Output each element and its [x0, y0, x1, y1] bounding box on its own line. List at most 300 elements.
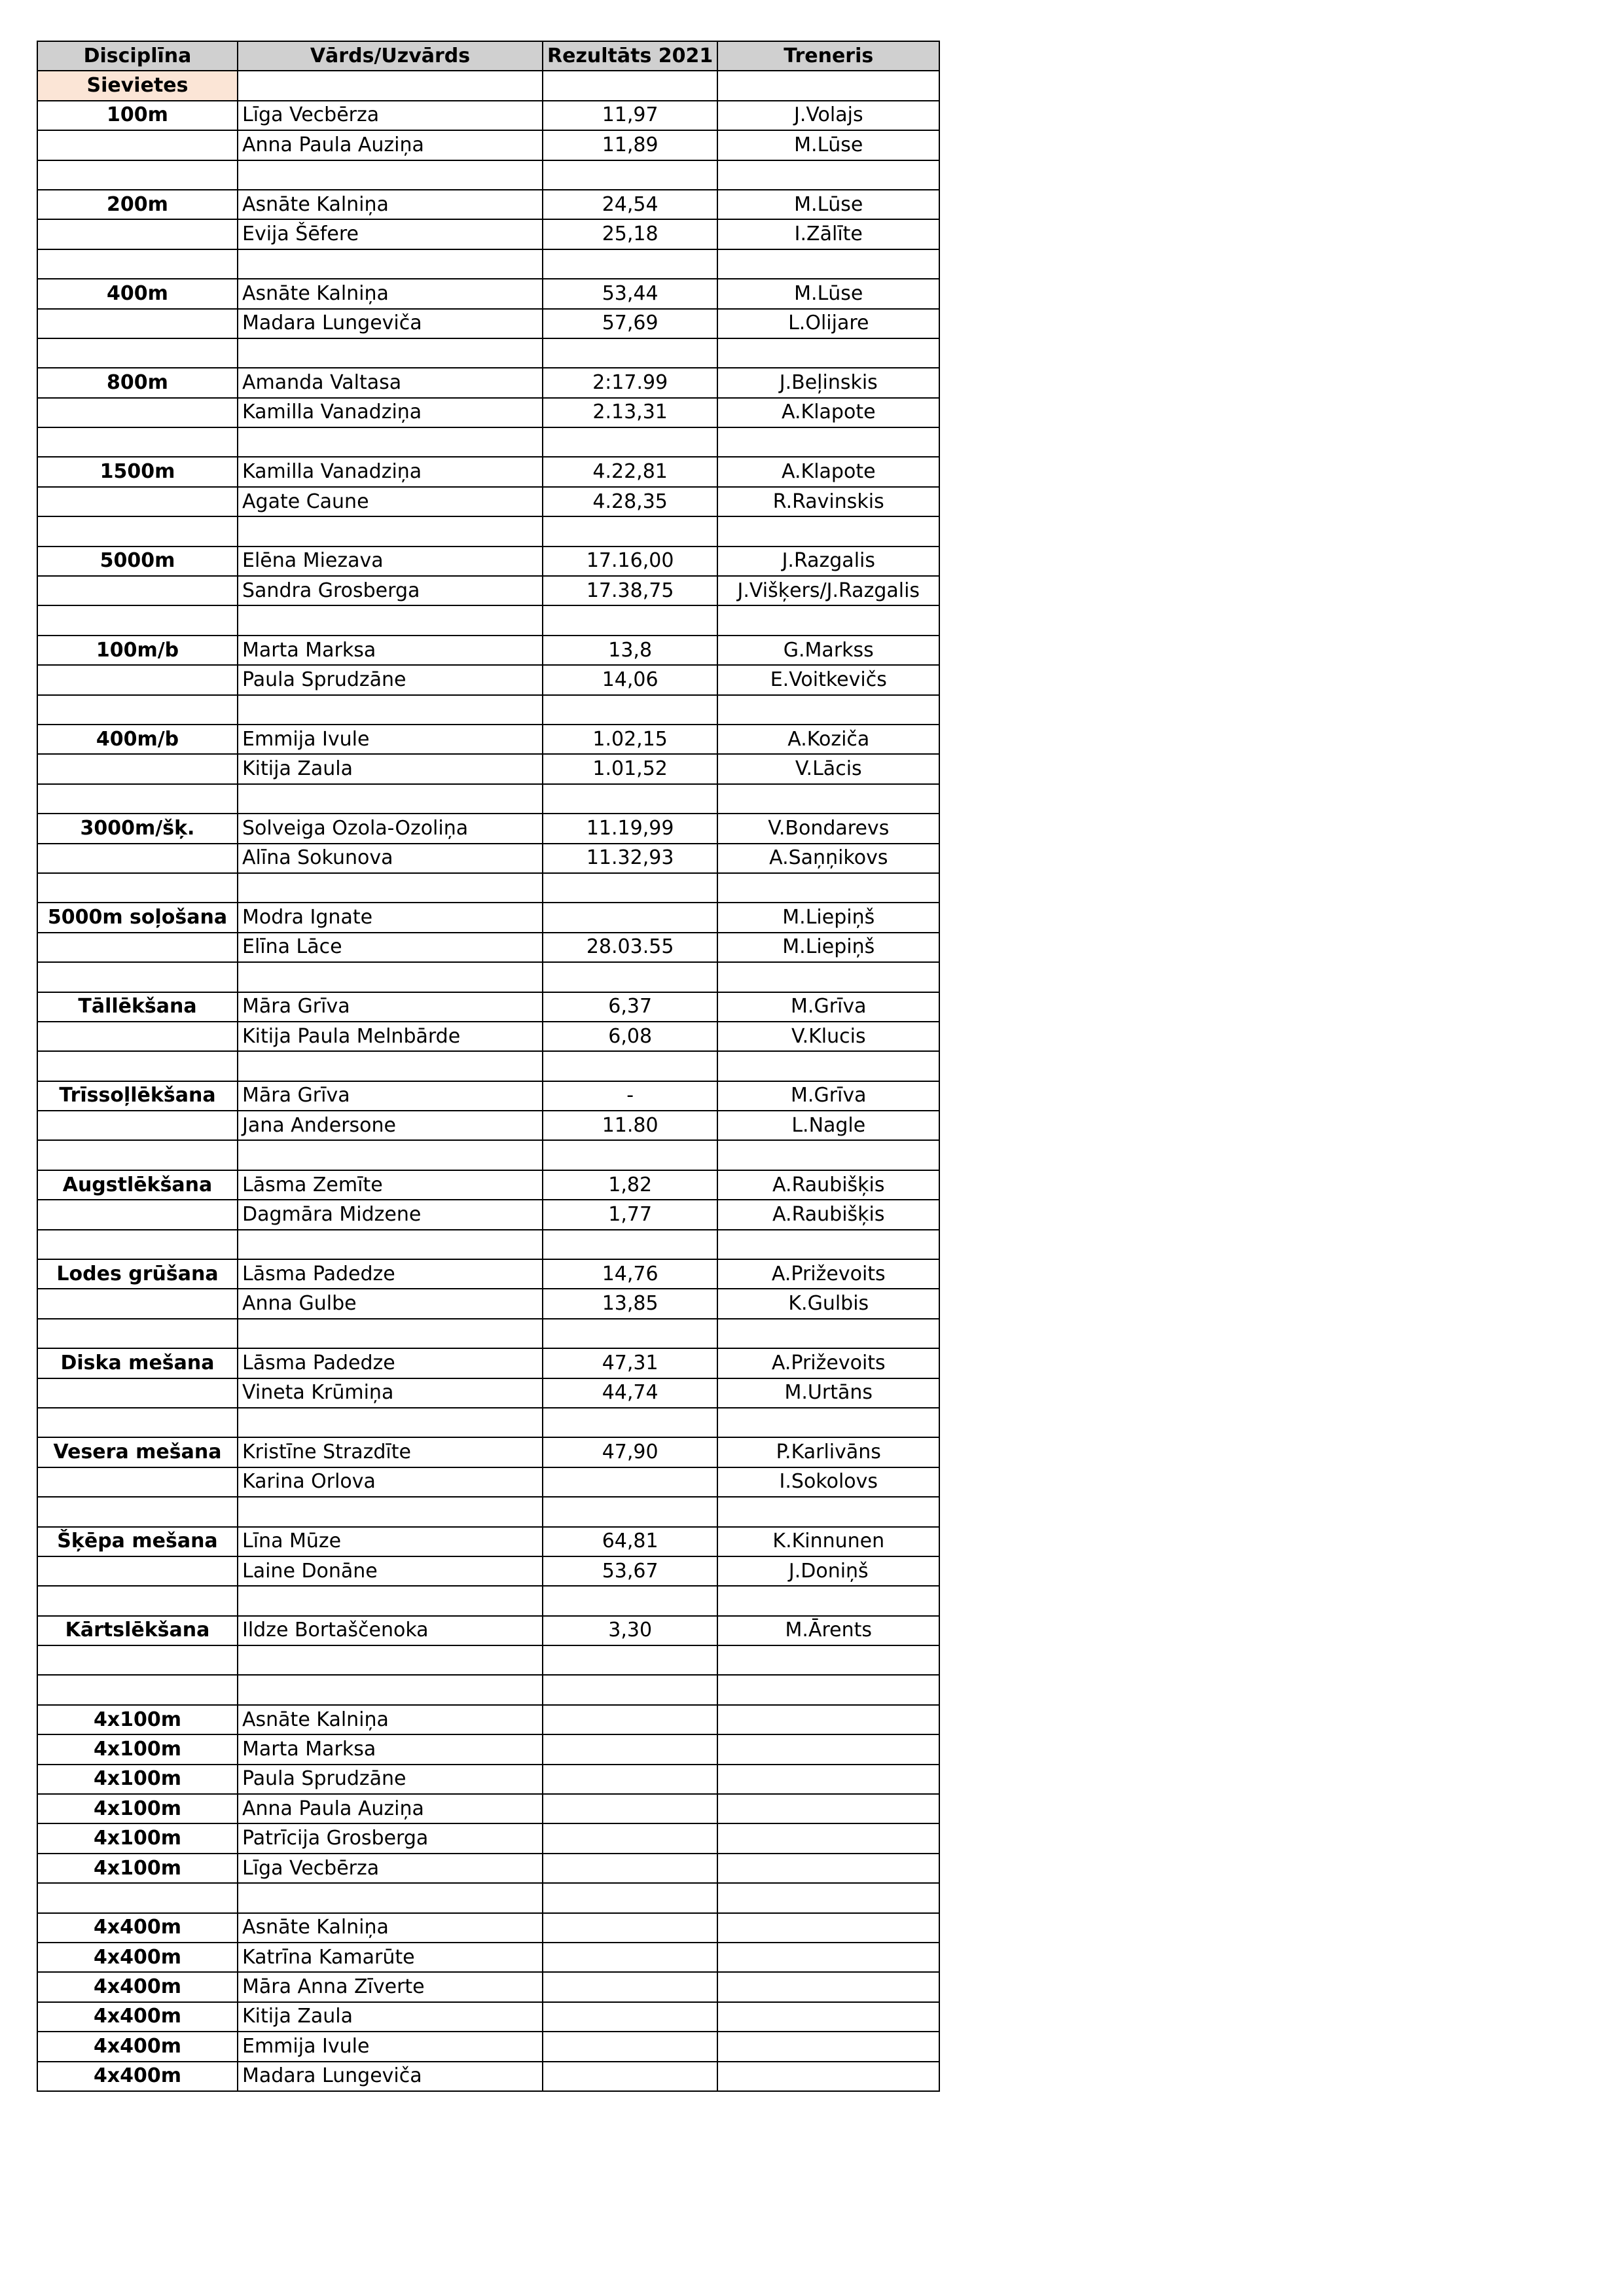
coach-cell: M.Lūse [717, 279, 939, 308]
discipline-cell: 200m [37, 190, 238, 219]
table-row [37, 784, 939, 814]
result-cell: 53,44 [543, 279, 717, 308]
athlete-name-cell [238, 1645, 543, 1675]
table-row [37, 1883, 939, 1912]
result-cell [543, 249, 717, 279]
result-cell: 28.03.55 [543, 933, 717, 962]
discipline-cell [37, 784, 238, 814]
coach-cell [717, 1140, 939, 1170]
table-row [37, 1348, 939, 1378]
table-row [37, 130, 939, 160]
result-cell: 47,90 [543, 1437, 717, 1467]
athlete-name-cell: Marta Marksa [238, 1734, 543, 1764]
athlete-name-cell: Asnāte Kalniņa [238, 1913, 543, 1943]
coach-cell: M.Lūse [717, 190, 939, 219]
coach-cell: V.Lācis [717, 754, 939, 783]
table-row [37, 1645, 939, 1675]
section-label: Sievietes [37, 71, 238, 100]
discipline-cell [37, 309, 238, 338]
athlete-name-cell [238, 1675, 543, 1704]
athlete-name-cell: Dagmāra Midzene [238, 1200, 543, 1229]
result-cell [543, 1765, 717, 1794]
athlete-name-cell: Elīna Lāce [238, 933, 543, 962]
discipline-cell [37, 1675, 238, 1704]
table-row [37, 1527, 939, 1556]
table-row [37, 1111, 939, 1140]
athlete-name-cell [238, 1319, 543, 1348]
discipline-cell: 800m [37, 368, 238, 397]
discipline-cell [37, 695, 238, 725]
discipline-cell: Vesera mešana [37, 1437, 238, 1467]
table-row [37, 1765, 939, 1794]
coach-cell [717, 1645, 939, 1675]
table-row [37, 903, 939, 932]
coach-cell [717, 695, 939, 725]
discipline-cell: 4x100m [37, 1734, 238, 1764]
result-cell [543, 605, 717, 635]
table-row [37, 844, 939, 873]
discipline-cell [37, 427, 238, 457]
athlete-name-cell: Kamilla Vanadziņa [238, 457, 543, 486]
coach-cell: L.Nagle [717, 1111, 939, 1140]
athlete-name-cell: Kamilla Vanadziņa [238, 398, 543, 427]
table-row [37, 1705, 939, 1734]
result-cell [543, 338, 717, 368]
result-cell [543, 1734, 717, 1764]
result-cell: 2.13,31 [543, 398, 717, 427]
table-row [37, 1051, 939, 1081]
table-row [37, 992, 939, 1022]
result-cell: 3,30 [543, 1616, 717, 1645]
coach-cell [717, 1913, 939, 1943]
coach-cell [717, 784, 939, 814]
result-cell [543, 1972, 717, 2001]
coach-cell: J.Višķers/J.Razgalis [717, 576, 939, 605]
athlete-name-cell [238, 1497, 543, 1526]
result-cell [543, 2062, 717, 2091]
table-row [37, 2032, 939, 2061]
athlete-name-cell: Karina Orlova [238, 1467, 543, 1497]
coach-cell: A.Priževoits [717, 1348, 939, 1378]
athlete-name-cell [238, 516, 543, 546]
athlete-name-cell: Lāsma Padedze [238, 1348, 543, 1378]
athlete-name-cell [238, 784, 543, 814]
discipline-cell [37, 249, 238, 279]
coach-cell [717, 2062, 939, 2091]
coach-cell [717, 338, 939, 368]
athlete-name-cell: Alīna Sokunova [238, 844, 543, 873]
athlete-name-cell: Elēna Miezava [238, 547, 543, 576]
result-cell: 17.38,75 [543, 576, 717, 605]
athlete-name-cell: Sandra Grosberga [238, 576, 543, 605]
result-cell: 1.02,15 [543, 725, 717, 754]
result-cell: 44,74 [543, 1378, 717, 1408]
result-cell: 13,8 [543, 636, 717, 665]
discipline-cell [37, 1586, 238, 1615]
athlete-name-cell: Kitija Zaula [238, 754, 543, 783]
discipline-cell: Augstlēkšana [37, 1170, 238, 1200]
result-cell [543, 1943, 717, 1972]
athlete-name-cell: Līna Mūze [238, 1527, 543, 1556]
header-name: Vārds/Uzvārds [238, 41, 543, 71]
result-cell: 11.80 [543, 1111, 717, 1140]
table-row [37, 933, 939, 962]
discipline-cell: Kārtslēkšana [37, 1616, 238, 1645]
discipline-cell: 100m [37, 101, 238, 130]
discipline-cell [37, 576, 238, 605]
discipline-cell [37, 1200, 238, 1229]
athlete-name-cell [238, 338, 543, 368]
result-cell [543, 873, 717, 903]
athlete-name-cell: Ildze Bortaščenoka [238, 1616, 543, 1645]
discipline-cell: 4x400m [37, 1972, 238, 2001]
result-cell [543, 1319, 717, 1348]
discipline-cell: 4x400m [37, 1913, 238, 1943]
athlete-name-cell: Madara Lungeviča [238, 309, 543, 338]
table-row [37, 101, 939, 130]
coach-cell [717, 1972, 939, 2001]
coach-cell: R.Ravinskis [717, 487, 939, 516]
empty-cell [717, 71, 939, 100]
result-cell: 17.16,00 [543, 547, 717, 576]
results-table [37, 41, 940, 2092]
coach-cell: G.Markss [717, 636, 939, 665]
athlete-name-cell [238, 873, 543, 903]
coach-cell [717, 1319, 939, 1348]
header-result: Rezultāts 2021 [543, 41, 717, 71]
discipline-cell: 4x100m [37, 1854, 238, 1883]
result-cell [543, 2032, 717, 2061]
table-row [37, 279, 939, 308]
result-cell: 6,37 [543, 992, 717, 1022]
coach-cell: M.Grīva [717, 992, 939, 1022]
discipline-cell [37, 1289, 238, 1318]
result-cell [543, 1705, 717, 1734]
result-cell [543, 1794, 717, 1823]
discipline-cell [37, 933, 238, 962]
athlete-name-cell [238, 1408, 543, 1437]
table-row [37, 636, 939, 665]
athlete-name-cell [238, 427, 543, 457]
result-cell [543, 1883, 717, 1912]
athlete-name-cell: Kitija Paula Melnbārde [238, 1022, 543, 1051]
result-cell: 6,08 [543, 1022, 717, 1051]
discipline-cell: 100m/b [37, 636, 238, 665]
athlete-name-cell: Agate Caune [238, 487, 543, 516]
athlete-name-cell [238, 1140, 543, 1170]
athlete-name-cell: Kitija Zaula [238, 2002, 543, 2032]
discipline-cell [37, 1467, 238, 1497]
discipline-cell: Šķēpa mešana [37, 1527, 238, 1556]
result-cell: 64,81 [543, 1527, 717, 1556]
discipline-cell: 400m/b [37, 725, 238, 754]
discipline-cell [37, 487, 238, 516]
table-row [37, 1854, 939, 1883]
table-row [37, 1943, 939, 1972]
coach-cell: V.Klucis [717, 1022, 939, 1051]
discipline-cell [37, 665, 238, 694]
coach-cell: M.Liepiņš [717, 933, 939, 962]
discipline-cell [37, 130, 238, 160]
section-row [37, 71, 939, 100]
athlete-name-cell: Emmija Ivule [238, 725, 543, 754]
discipline-cell [37, 219, 238, 249]
discipline-cell: 3000m/šķ. [37, 814, 238, 843]
header-discipline: Disciplīna [37, 41, 238, 71]
coach-cell [717, 2002, 939, 2032]
coach-cell: I.Zālīte [717, 219, 939, 249]
coach-cell: V.Bondarevs [717, 814, 939, 843]
table-row [37, 1170, 939, 1200]
table-row [37, 1289, 939, 1318]
discipline-cell [37, 1230, 238, 1259]
athlete-name-cell: Laine Donāne [238, 1556, 543, 1586]
result-cell [543, 1675, 717, 1704]
athlete-name-cell: Marta Marksa [238, 636, 543, 665]
result-cell [543, 1586, 717, 1615]
table-row [37, 576, 939, 605]
coach-cell: A.Saņņikovs [717, 844, 939, 873]
coach-cell: E.Voitkevičs [717, 665, 939, 694]
athlete-name-cell [238, 1883, 543, 1912]
coach-cell [717, 1854, 939, 1883]
result-cell [543, 516, 717, 546]
coach-cell [717, 427, 939, 457]
coach-cell [717, 1408, 939, 1437]
discipline-cell: Diska mešana [37, 1348, 238, 1378]
athlete-name-cell: Solveiga Ozola-Ozoliņa [238, 814, 543, 843]
athlete-name-cell: Anna Paula Auziņa [238, 1794, 543, 1823]
athlete-name-cell [238, 605, 543, 635]
result-cell: 25,18 [543, 219, 717, 249]
coach-cell [717, 1705, 939, 1734]
table-row [37, 1616, 939, 1645]
table-row [37, 2002, 939, 2032]
table-row [37, 219, 939, 249]
result-cell: 11,97 [543, 101, 717, 130]
athlete-name-cell: Līga Vecbērza [238, 1854, 543, 1883]
coach-cell: P.Karlivāns [717, 1437, 939, 1467]
table-row [37, 309, 939, 338]
table-row [37, 725, 939, 754]
table-row [37, 1913, 939, 1943]
athlete-name-cell: Patrīcija Grosberga [238, 1823, 543, 1853]
athlete-name-cell: Paula Sprudzāne [238, 665, 543, 694]
coach-cell [717, 1765, 939, 1794]
coach-cell [717, 1823, 939, 1853]
discipline-cell [37, 1140, 238, 1170]
result-cell [543, 1854, 717, 1883]
athlete-name-cell: Jana Andersone [238, 1111, 543, 1140]
coach-cell [717, 249, 939, 279]
table-row [37, 1378, 939, 1408]
athlete-name-cell: Asnāte Kalniņa [238, 279, 543, 308]
discipline-cell [37, 516, 238, 546]
discipline-cell: 4x100m [37, 1794, 238, 1823]
result-cell [543, 1467, 717, 1497]
discipline-cell: 4x400m [37, 2002, 238, 2032]
result-cell [543, 2002, 717, 2032]
discipline-cell [37, 1408, 238, 1437]
table-row [37, 754, 939, 783]
discipline-cell: Tāllēkšana [37, 992, 238, 1022]
athlete-name-cell [238, 962, 543, 992]
table-row [37, 160, 939, 190]
result-cell [543, 962, 717, 992]
coach-cell [717, 1230, 939, 1259]
athlete-name-cell: Asnāte Kalniņa [238, 190, 543, 219]
table-row [37, 1556, 939, 1586]
result-cell: 1,77 [543, 1200, 717, 1229]
discipline-cell [37, 1556, 238, 1586]
result-cell: - [543, 1081, 717, 1111]
table-row [37, 1734, 939, 1764]
discipline-cell [37, 1378, 238, 1408]
discipline-cell [37, 754, 238, 783]
table-row [37, 814, 939, 843]
athlete-name-cell: Paula Sprudzāne [238, 1765, 543, 1794]
coach-cell [717, 1497, 939, 1526]
table-row [37, 249, 939, 279]
discipline-cell: 4x400m [37, 2062, 238, 2091]
result-cell: 57,69 [543, 309, 717, 338]
athlete-name-cell: Modra Ignate [238, 903, 543, 932]
discipline-cell [37, 160, 238, 190]
result-cell: 53,67 [543, 1556, 717, 1586]
result-cell: 2:17.99 [543, 368, 717, 397]
coach-cell: A.Priževoits [717, 1259, 939, 1289]
table-row [37, 1437, 939, 1467]
coach-cell: J.Volajs [717, 101, 939, 130]
empty-cell [238, 71, 543, 100]
discipline-cell: 4x400m [37, 1943, 238, 1972]
coach-cell: K.Kinnunen [717, 1527, 939, 1556]
athlete-name-cell: Anna Gulbe [238, 1289, 543, 1318]
table-row [37, 190, 939, 219]
table-row [37, 873, 939, 903]
athlete-name-cell [238, 695, 543, 725]
table-row [37, 962, 939, 992]
coach-cell: J.Beļinskis [717, 368, 939, 397]
table-row [37, 487, 939, 516]
coach-cell: A.Raubišķis [717, 1170, 939, 1200]
discipline-cell: 5000m [37, 547, 238, 576]
athlete-name-cell [238, 1586, 543, 1615]
result-cell: 4.22,81 [543, 457, 717, 486]
table-row [37, 427, 939, 457]
result-cell: 14,76 [543, 1259, 717, 1289]
coach-cell: K.Gulbis [717, 1289, 939, 1318]
header-row [37, 41, 939, 71]
result-cell: 47,31 [543, 1348, 717, 1378]
coach-cell [717, 1051, 939, 1081]
athlete-name-cell: Evija Šēfere [238, 219, 543, 249]
coach-cell [717, 873, 939, 903]
athlete-name-cell: Emmija Ivule [238, 2032, 543, 2061]
discipline-cell: 5000m soļošana [37, 903, 238, 932]
discipline-cell [37, 873, 238, 903]
discipline-cell [37, 605, 238, 635]
result-cell: 1.01,52 [543, 754, 717, 783]
athlete-name-cell: Māra Anna Zīverte [238, 1972, 543, 2001]
table-row [37, 1586, 939, 1615]
table-row [37, 1140, 939, 1170]
result-cell [543, 1913, 717, 1943]
result-cell [543, 1230, 717, 1259]
table-row [37, 368, 939, 397]
coach-cell: J.Doniņš [717, 1556, 939, 1586]
discipline-cell [37, 1497, 238, 1526]
table-row [37, 516, 939, 546]
athlete-name-cell [238, 1051, 543, 1081]
result-cell [543, 1497, 717, 1526]
table-row [37, 695, 939, 725]
table-row [37, 605, 939, 635]
table-row [37, 398, 939, 427]
result-cell: 11.32,93 [543, 844, 717, 873]
athlete-name-cell: Līga Vecbērza [238, 101, 543, 130]
athlete-name-cell [238, 1230, 543, 1259]
discipline-cell [37, 962, 238, 992]
discipline-cell [37, 844, 238, 873]
athlete-name-cell: Asnāte Kalniņa [238, 1705, 543, 1734]
table-row [37, 1230, 939, 1259]
coach-cell: L.Olijare [717, 309, 939, 338]
athlete-name-cell: Kristīne Strazdīte [238, 1437, 543, 1467]
result-cell: 14,06 [543, 665, 717, 694]
coach-cell [717, 516, 939, 546]
coach-cell [717, 1675, 939, 1704]
table-row [37, 547, 939, 576]
result-cell [543, 1408, 717, 1437]
coach-cell: A.Koziča [717, 725, 939, 754]
discipline-cell [37, 1645, 238, 1675]
result-cell: 1,82 [543, 1170, 717, 1200]
table-row [37, 457, 939, 486]
discipline-cell [37, 1022, 238, 1051]
discipline-cell [37, 338, 238, 368]
discipline-cell: 4x100m [37, 1705, 238, 1734]
result-cell [543, 695, 717, 725]
table-row [37, 1972, 939, 2001]
table-row [37, 665, 939, 694]
empty-cell [543, 71, 717, 100]
result-cell [543, 1823, 717, 1853]
coach-cell [717, 2032, 939, 2061]
discipline-cell: Lodes grūšana [37, 1259, 238, 1289]
athlete-name-cell: Katrīna Kamarūte [238, 1943, 543, 1972]
coach-cell [717, 1943, 939, 1972]
discipline-cell [37, 1883, 238, 1912]
result-cell: 13,85 [543, 1289, 717, 1318]
athlete-name-cell: Madara Lungeviča [238, 2062, 543, 2091]
discipline-cell [37, 1051, 238, 1081]
coach-cell [717, 1883, 939, 1912]
athlete-name-cell: Anna Paula Auziņa [238, 130, 543, 160]
table-row [37, 2062, 939, 2091]
coach-cell: M.Liepiņš [717, 903, 939, 932]
table-row [37, 1408, 939, 1437]
athlete-name-cell: Māra Grīva [238, 1081, 543, 1111]
athlete-name-cell: Māra Grīva [238, 992, 543, 1022]
discipline-cell: 4x400m [37, 2032, 238, 2061]
discipline-cell: 400m [37, 279, 238, 308]
coach-cell: J.Razgalis [717, 547, 939, 576]
discipline-cell [37, 1319, 238, 1348]
coach-cell: M.Urtāns [717, 1378, 939, 1408]
discipline-cell: 4x100m [37, 1765, 238, 1794]
coach-cell: M.Lūse [717, 130, 939, 160]
